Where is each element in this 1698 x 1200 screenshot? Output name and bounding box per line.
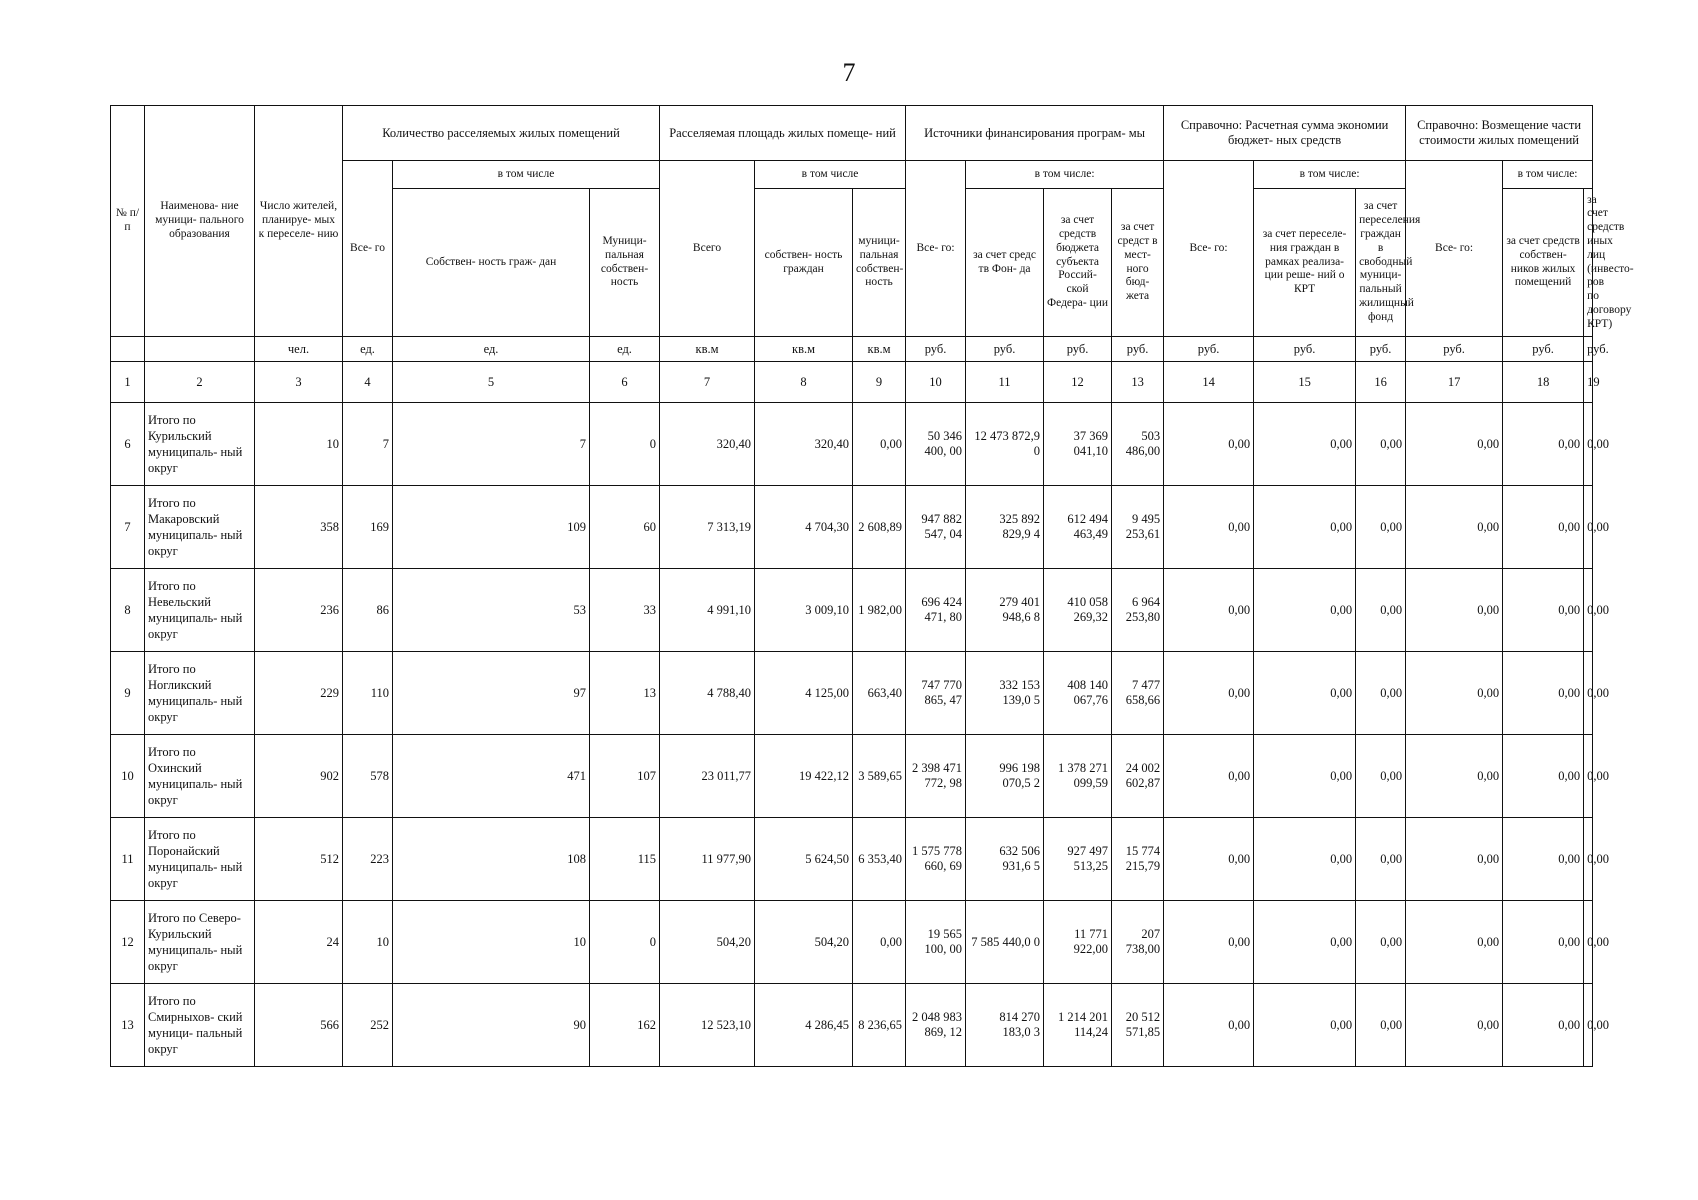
area-mun-cell: 8 236,65 bbox=[853, 984, 906, 1067]
econ-free-cell: 0,00 bbox=[1356, 984, 1406, 1067]
units-row bbox=[111, 337, 1593, 362]
page-number: 7 bbox=[842, 58, 856, 87]
col-number: 17 bbox=[1406, 362, 1503, 403]
header-fin-total: Все- го: bbox=[906, 161, 966, 337]
header-municipality: Наименова- ние муници- пального образования bbox=[145, 106, 255, 337]
comp-owners-cell: 0,00 bbox=[1503, 569, 1584, 652]
col-number: 8 bbox=[755, 362, 853, 403]
municipality-name-cell: Итого по Охинский муниципаль- ный округ bbox=[145, 735, 255, 818]
col-number: 5 bbox=[393, 362, 590, 403]
fin-total-cell: 947 882 547, 04 bbox=[906, 486, 966, 569]
fin-fund-cell: 12 473 872,9 0 bbox=[966, 403, 1044, 486]
qty-own-cell: 53 bbox=[393, 569, 590, 652]
unit-cell: руб. bbox=[1356, 337, 1406, 362]
comp-investors-cell: 0,00 bbox=[1584, 652, 1593, 735]
econ-free-cell: 0,00 bbox=[1356, 818, 1406, 901]
fin-total-cell: 747 770 865, 47 bbox=[906, 652, 966, 735]
econ-free-cell: 0,00 bbox=[1356, 486, 1406, 569]
row-number-cell: 10 bbox=[111, 735, 145, 818]
residents-count-cell: 902 bbox=[255, 735, 343, 818]
header-comp-owners: за счет средств собствен- ников жилых помещений bbox=[1503, 189, 1584, 337]
col-number: 3 bbox=[255, 362, 343, 403]
qty-total-cell: 223 bbox=[343, 818, 393, 901]
area-own-cell: 3 009,10 bbox=[755, 569, 853, 652]
municipality-name-cell: Итого по Макаровский муниципаль- ный округ bbox=[145, 486, 255, 569]
comp-total-cell: 0,00 bbox=[1406, 735, 1503, 818]
econ-total-cell: 0,00 bbox=[1164, 403, 1254, 486]
comp-total-cell: 0,00 bbox=[1406, 486, 1503, 569]
econ-free-cell: 0,00 bbox=[1356, 403, 1406, 486]
table-row bbox=[111, 403, 1593, 486]
area-mun-cell: 2 608,89 bbox=[853, 486, 906, 569]
econ-total-cell: 0,00 bbox=[1164, 901, 1254, 984]
table-row bbox=[111, 901, 1593, 984]
area-mun-cell: 3 589,65 bbox=[853, 735, 906, 818]
comp-owners-cell: 0,00 bbox=[1503, 403, 1584, 486]
fin-local-cell: 503 486,00 bbox=[1112, 403, 1164, 486]
comp-investors-cell: 0,00 bbox=[1584, 818, 1593, 901]
unit-cell: руб. bbox=[1112, 337, 1164, 362]
econ-total-cell: 0,00 bbox=[1164, 984, 1254, 1067]
fin-fund-cell: 279 401 948,6 8 bbox=[966, 569, 1044, 652]
econ-krt-cell: 0,00 bbox=[1254, 652, 1356, 735]
fin-fund-cell: 332 153 139,0 5 bbox=[966, 652, 1044, 735]
fin-total-cell: 696 424 471, 80 bbox=[906, 569, 966, 652]
qty-mun-cell: 0 bbox=[590, 901, 660, 984]
comp-owners-cell: 0,00 bbox=[1503, 735, 1584, 818]
row-number-cell: 8 bbox=[111, 569, 145, 652]
col-number: 19 bbox=[1584, 362, 1593, 403]
row-number-cell: 6 bbox=[111, 403, 145, 486]
residents-count-cell: 358 bbox=[255, 486, 343, 569]
unit-cell: кв.м bbox=[853, 337, 906, 362]
qty-mun-cell: 60 bbox=[590, 486, 660, 569]
table-body bbox=[111, 403, 1609, 1067]
header-group-compensation: Справочно: Возмещение части стоимости жилых помещений bbox=[1406, 106, 1593, 161]
econ-krt-cell: 0,00 bbox=[1254, 818, 1356, 901]
comp-owners-cell: 0,00 bbox=[1503, 901, 1584, 984]
area-total-cell: 320,40 bbox=[660, 403, 755, 486]
table-row bbox=[111, 984, 1593, 1067]
fin-fund-cell: 7 585 440,0 0 bbox=[966, 901, 1044, 984]
header-qty-own: Собствен- ность граж- дан bbox=[393, 189, 590, 337]
fin-fund-cell: 632 506 931,6 5 bbox=[966, 818, 1044, 901]
qty-own-cell: 108 bbox=[393, 818, 590, 901]
fin-total-cell: 50 346 400, 00 bbox=[906, 403, 966, 486]
econ-krt-cell: 0,00 bbox=[1254, 735, 1356, 818]
fin-fund-cell: 996 198 070,5 2 bbox=[966, 735, 1044, 818]
col-number: 2 bbox=[145, 362, 255, 403]
unit-cell: кв.м bbox=[660, 337, 755, 362]
comp-investors-cell: 0,00 bbox=[1584, 735, 1593, 818]
resettlement-table bbox=[110, 105, 1634, 1067]
qty-own-cell: 90 bbox=[393, 984, 590, 1067]
area-mun-cell: 0,00 bbox=[853, 901, 906, 984]
econ-total-cell: 0,00 bbox=[1164, 735, 1254, 818]
econ-total-cell: 0,00 bbox=[1164, 569, 1254, 652]
header-fin-fund: за счет средс тв Фон- да bbox=[966, 189, 1044, 337]
qty-total-cell: 110 bbox=[343, 652, 393, 735]
qty-own-cell: 109 bbox=[393, 486, 590, 569]
header-econ-incl: в том числе: bbox=[1254, 161, 1406, 189]
col-number: 16 bbox=[1356, 362, 1406, 403]
fin-local-cell: 6 964 253,80 bbox=[1112, 569, 1164, 652]
residents-count-cell: 24 bbox=[255, 901, 343, 984]
econ-total-cell: 0,00 bbox=[1164, 818, 1254, 901]
col-number: 4 bbox=[343, 362, 393, 403]
area-mun-cell: 0,00 bbox=[853, 403, 906, 486]
econ-free-cell: 0,00 bbox=[1356, 652, 1406, 735]
unit-cell: кв.м bbox=[755, 337, 853, 362]
unit-cell: руб. bbox=[906, 337, 966, 362]
header-comp-total: Все- го: bbox=[1406, 161, 1503, 337]
municipality-name-cell: Итого по Невельский муниципаль- ный округ bbox=[145, 569, 255, 652]
comp-total-cell: 0,00 bbox=[1406, 984, 1503, 1067]
unit-cell: ед. bbox=[393, 337, 590, 362]
econ-free-cell: 0,00 bbox=[1356, 569, 1406, 652]
table-row bbox=[111, 486, 1593, 569]
unit-cell: ед. bbox=[343, 337, 393, 362]
municipality-name-cell: Итого по Северо- Курильский муниципаль- ный округ bbox=[145, 901, 255, 984]
header-residents: Число жителей, планируе- мых к переселе- нию bbox=[255, 106, 343, 337]
header-fin-local: за счет средст в мест- ного бюд- жета bbox=[1112, 189, 1164, 337]
comp-total-cell: 0,00 bbox=[1406, 818, 1503, 901]
qty-total-cell: 10 bbox=[343, 901, 393, 984]
header-group-quantity: Количество расселяемых жилых помещений bbox=[343, 106, 660, 161]
header-qty-total: Все- го bbox=[343, 161, 393, 337]
residents-count-cell: 229 bbox=[255, 652, 343, 735]
municipality-name-cell: Итого по Ногликский муниципаль- ный округ bbox=[145, 652, 255, 735]
row-number-cell: 9 bbox=[111, 652, 145, 735]
residents-count-cell: 566 bbox=[255, 984, 343, 1067]
header-number: № п/ п bbox=[111, 106, 145, 337]
table-row bbox=[111, 735, 1593, 818]
qty-total-cell: 578 bbox=[343, 735, 393, 818]
unit-cell: руб. bbox=[1164, 337, 1254, 362]
col-number: 9 bbox=[853, 362, 906, 403]
area-own-cell: 5 624,50 bbox=[755, 818, 853, 901]
header-econ-total: Все- го: bbox=[1164, 161, 1254, 337]
row-number-cell: 11 bbox=[111, 818, 145, 901]
row-number-cell: 7 bbox=[111, 486, 145, 569]
area-total-cell: 504,20 bbox=[660, 901, 755, 984]
fin-local-cell: 207 738,00 bbox=[1112, 901, 1164, 984]
comp-owners-cell: 0,00 bbox=[1503, 984, 1584, 1067]
area-own-cell: 4 704,30 bbox=[755, 486, 853, 569]
qty-total-cell: 7 bbox=[343, 403, 393, 486]
residents-count-cell: 512 bbox=[255, 818, 343, 901]
comp-investors-cell: 0,00 bbox=[1584, 486, 1593, 569]
unit-cell: руб. bbox=[1044, 337, 1112, 362]
qty-mun-cell: 107 bbox=[590, 735, 660, 818]
fin-local-cell: 9 495 253,61 bbox=[1112, 486, 1164, 569]
col-number: 10 bbox=[906, 362, 966, 403]
area-own-cell: 320,40 bbox=[755, 403, 853, 486]
area-own-cell: 19 422,12 bbox=[755, 735, 853, 818]
unit-cell: руб. bbox=[1406, 337, 1503, 362]
fin-local-cell: 20 512 571,85 bbox=[1112, 984, 1164, 1067]
econ-krt-cell: 0,00 bbox=[1254, 984, 1356, 1067]
unit-cell: чел. bbox=[255, 337, 343, 362]
fin-subject-cell: 11 771 922,00 bbox=[1044, 901, 1112, 984]
qty-own-cell: 10 bbox=[393, 901, 590, 984]
column-numbers-row bbox=[111, 362, 1593, 403]
fin-fund-cell: 814 270 183,0 3 bbox=[966, 984, 1044, 1067]
comp-owners-cell: 0,00 bbox=[1503, 486, 1584, 569]
col-number: 15 bbox=[1254, 362, 1356, 403]
econ-total-cell: 0,00 bbox=[1164, 486, 1254, 569]
fin-total-cell: 1 575 778 660, 69 bbox=[906, 818, 966, 901]
comp-investors-cell: 0,00 bbox=[1584, 569, 1593, 652]
qty-own-cell: 97 bbox=[393, 652, 590, 735]
header-fin-incl: в том числе: bbox=[966, 161, 1164, 189]
qty-mun-cell: 162 bbox=[590, 984, 660, 1067]
econ-krt-cell: 0,00 bbox=[1254, 403, 1356, 486]
qty-mun-cell: 13 bbox=[590, 652, 660, 735]
header-area-total: Всего bbox=[660, 161, 755, 337]
qty-mun-cell: 0 bbox=[590, 403, 660, 486]
fin-local-cell: 7 477 658,66 bbox=[1112, 652, 1164, 735]
comp-total-cell: 0,00 bbox=[1406, 901, 1503, 984]
area-own-cell: 4 125,00 bbox=[755, 652, 853, 735]
econ-free-cell: 0,00 bbox=[1356, 735, 1406, 818]
header-area-incl: в том числе bbox=[755, 161, 906, 189]
fin-subject-cell: 410 058 269,32 bbox=[1044, 569, 1112, 652]
comp-owners-cell: 0,00 bbox=[1503, 818, 1584, 901]
fin-subject-cell: 927 497 513,25 bbox=[1044, 818, 1112, 901]
fin-fund-cell: 325 892 829,9 4 bbox=[966, 486, 1044, 569]
col-number: 11 bbox=[966, 362, 1044, 403]
area-mun-cell: 6 353,40 bbox=[853, 818, 906, 901]
area-total-cell: 12 523,10 bbox=[660, 984, 755, 1067]
econ-krt-cell: 0,00 bbox=[1254, 486, 1356, 569]
qty-total-cell: 252 bbox=[343, 984, 393, 1067]
municipality-name-cell: Итого по Смирныхов- ский муници- пальный округ bbox=[145, 984, 255, 1067]
area-mun-cell: 663,40 bbox=[853, 652, 906, 735]
residents-count-cell: 10 bbox=[255, 403, 343, 486]
qty-own-cell: 7 bbox=[393, 403, 590, 486]
comp-investors-cell: 0,00 bbox=[1584, 984, 1593, 1067]
econ-total-cell: 0,00 bbox=[1164, 652, 1254, 735]
header-area-own: собствен- ность граждан bbox=[755, 189, 853, 337]
qty-total-cell: 86 bbox=[343, 569, 393, 652]
col-number: 13 bbox=[1112, 362, 1164, 403]
area-total-cell: 11 977,90 bbox=[660, 818, 755, 901]
fin-subject-cell: 408 140 067,76 bbox=[1044, 652, 1112, 735]
comp-investors-cell: 0,00 bbox=[1584, 403, 1593, 486]
unit-cell: ед. bbox=[590, 337, 660, 362]
econ-free-cell: 0,00 bbox=[1356, 901, 1406, 984]
fin-subject-cell: 1 214 201 114,24 bbox=[1044, 984, 1112, 1067]
unit-cell-empty bbox=[145, 337, 255, 362]
comp-total-cell: 0,00 bbox=[1406, 403, 1503, 486]
area-total-cell: 23 011,77 bbox=[660, 735, 755, 818]
header-econ-krt: за счет переселе- ния граждан в рамках реализа- ции реше- ний о КРТ bbox=[1254, 189, 1356, 337]
col-number: 14 bbox=[1164, 362, 1254, 403]
header-group-financing: Источники финансирования програм- мы bbox=[906, 106, 1164, 161]
area-mun-cell: 1 982,00 bbox=[853, 569, 906, 652]
header-qty-mun: Муници- пальная собствен- ность bbox=[590, 189, 660, 337]
qty-mun-cell: 115 bbox=[590, 818, 660, 901]
header-group-area: Расселяемая площадь жилых помеще- ний bbox=[660, 106, 906, 161]
area-total-cell: 4 788,40 bbox=[660, 652, 755, 735]
table-row bbox=[111, 569, 1593, 652]
fin-total-cell: 2 048 983 869, 12 bbox=[906, 984, 966, 1067]
comp-total-cell: 0,00 bbox=[1406, 569, 1503, 652]
unit-cell: руб. bbox=[1584, 337, 1593, 362]
unit-cell: руб. bbox=[1503, 337, 1584, 362]
col-number: 7 bbox=[660, 362, 755, 403]
comp-investors-cell: 0,00 bbox=[1584, 901, 1593, 984]
header-econ-free: за счет переселения граждан в свободный муници- пальный жилищный фонд bbox=[1356, 189, 1406, 337]
unit-cell-empty bbox=[111, 337, 145, 362]
comp-owners-cell: 0,00 bbox=[1503, 652, 1584, 735]
qty-own-cell: 471 bbox=[393, 735, 590, 818]
header-fin-subject: за счет средств бюджета субъекта Россий- ской Федера- ции bbox=[1044, 189, 1112, 337]
header-area-mun: муници- пальная собствен- ность bbox=[853, 189, 906, 337]
header-qty-incl: в том числе bbox=[393, 161, 660, 189]
unit-cell: руб. bbox=[1254, 337, 1356, 362]
econ-krt-cell: 0,00 bbox=[1254, 569, 1356, 652]
header-group-economy: Справочно: Расчетная сумма экономии бюджет- ных средств bbox=[1164, 106, 1406, 161]
area-own-cell: 504,20 bbox=[755, 901, 853, 984]
municipality-name-cell: Итого по Курильский муниципаль- ный округ bbox=[145, 403, 255, 486]
fin-subject-cell: 1 378 271 099,59 bbox=[1044, 735, 1112, 818]
col-number: 6 bbox=[590, 362, 660, 403]
col-number: 18 bbox=[1503, 362, 1584, 403]
col-number: 1 bbox=[111, 362, 145, 403]
row-number-cell: 13 bbox=[111, 984, 145, 1067]
municipality-name-cell: Итого по Поронайский муниципаль- ный округ bbox=[145, 818, 255, 901]
fin-local-cell: 24 002 602,87 bbox=[1112, 735, 1164, 818]
fin-total-cell: 19 565 100, 00 bbox=[906, 901, 966, 984]
table-row bbox=[111, 818, 1593, 901]
fin-local-cell: 15 774 215,79 bbox=[1112, 818, 1164, 901]
fin-subject-cell: 612 494 463,49 bbox=[1044, 486, 1112, 569]
header-comp-incl: в том числе: bbox=[1503, 161, 1593, 189]
area-total-cell: 4 991,10 bbox=[660, 569, 755, 652]
area-total-cell: 7 313,19 bbox=[660, 486, 755, 569]
fin-subject-cell: 37 369 041,10 bbox=[1044, 403, 1112, 486]
row-number-cell: 12 bbox=[111, 901, 145, 984]
econ-krt-cell: 0,00 bbox=[1254, 901, 1356, 984]
residents-count-cell: 236 bbox=[255, 569, 343, 652]
qty-total-cell: 169 bbox=[343, 486, 393, 569]
col-number: 12 bbox=[1044, 362, 1112, 403]
fin-total-cell: 2 398 471 772, 98 bbox=[906, 735, 966, 818]
comp-total-cell: 0,00 bbox=[1406, 652, 1503, 735]
area-own-cell: 4 286,45 bbox=[755, 984, 853, 1067]
unit-cell: руб. bbox=[966, 337, 1044, 362]
header-comp-investors: за счет средств иных лиц (инвесто- ров по договору КРТ) bbox=[1584, 189, 1593, 337]
qty-mun-cell: 33 bbox=[590, 569, 660, 652]
table-row bbox=[111, 652, 1593, 735]
